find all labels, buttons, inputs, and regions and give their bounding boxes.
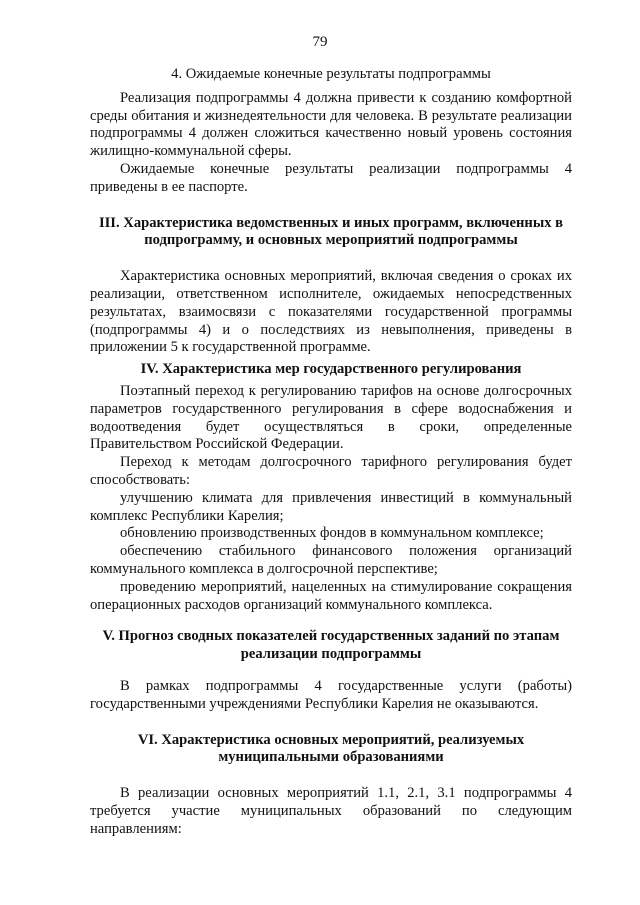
section-6-heading: VI. Характеристика основных мероприятий, реализуемых муниципальными образованиями [137, 731, 525, 766]
document-body [90, 66, 572, 838]
paragraph: Поэтапный переход к регулированию тарифов на основе долгосрочных параметров государственного регулирования в сфере водоснабжения и водоотведения будет осуществляться в сроки, определенные Правительством Российской Федерации. [90, 382, 572, 453]
paragraph: Ожидаемые конечные результаты реализации подпрограммы 4 приведены в ее паспорте. [90, 160, 572, 195]
page-number: 79 [312, 34, 328, 50]
section-5-heading: V. Прогноз сводных показателей государственных заданий по этапам реализации подпрограммы [102, 628, 560, 663]
paragraph: Переход к методам долгосрочного тарифного регулирования будет способствовать: [90, 454, 572, 488]
measures-list [90, 490, 572, 615]
list-item: улучшению климата для привлечения инвестиций в коммунальный комплекс Республики Карелия; [90, 489, 572, 524]
list-item: обновлению производственных фондов в коммунальном комплексе; [120, 525, 544, 542]
list-item: обеспечению стабильного финансового положения организаций коммунального комплекса в долгосрочной перспективе; [90, 543, 572, 577]
section-3-heading: III. Характеристика ведомственных и иных программ, включенных в подпрограмму, и основных мероприятий подпрограммы [98, 214, 564, 249]
section-4-heading: IV. Характеристика мер государственного регулирования [140, 361, 522, 378]
paragraph: В рамках подпрограммы 4 государственные услуги (работы) государственными учреждениями Республики Карелия не оказываются. [90, 677, 572, 712]
paragraph: Реализация подпрограммы 4 должна привести к созданию комфортной среды обитания и жизнедеятельности для человека. В результате реализации подпрограммы 4 должен сложиться качественно новый уровень состояния жилищно-коммунальной сферы. [90, 89, 572, 160]
paragraph: В реализации основных мероприятий 1.1, 2.1, 3.1 подпрограммы 4 требуется участие муниципальных образований по следующим направлениям: [90, 785, 572, 837]
list-item: проведению мероприятий, нацеленных на стимулирование сокращения операционных расходов организаций коммунального комплекса. [90, 578, 572, 613]
paragraph: Характеристика основных мероприятий, включая сведения о сроках их реализации, ответственном исполнителе, ожидаемых непосредственных результатах, взаимосвязи с показателями государственной программы (подпрограммы 4) и о последствиях из невыполнения, приведены в приложении 5 к государственной программе. [90, 268, 572, 356]
subsection-4-heading: 4. Ожидаемые конечные результаты подпрограммы [171, 66, 491, 82]
